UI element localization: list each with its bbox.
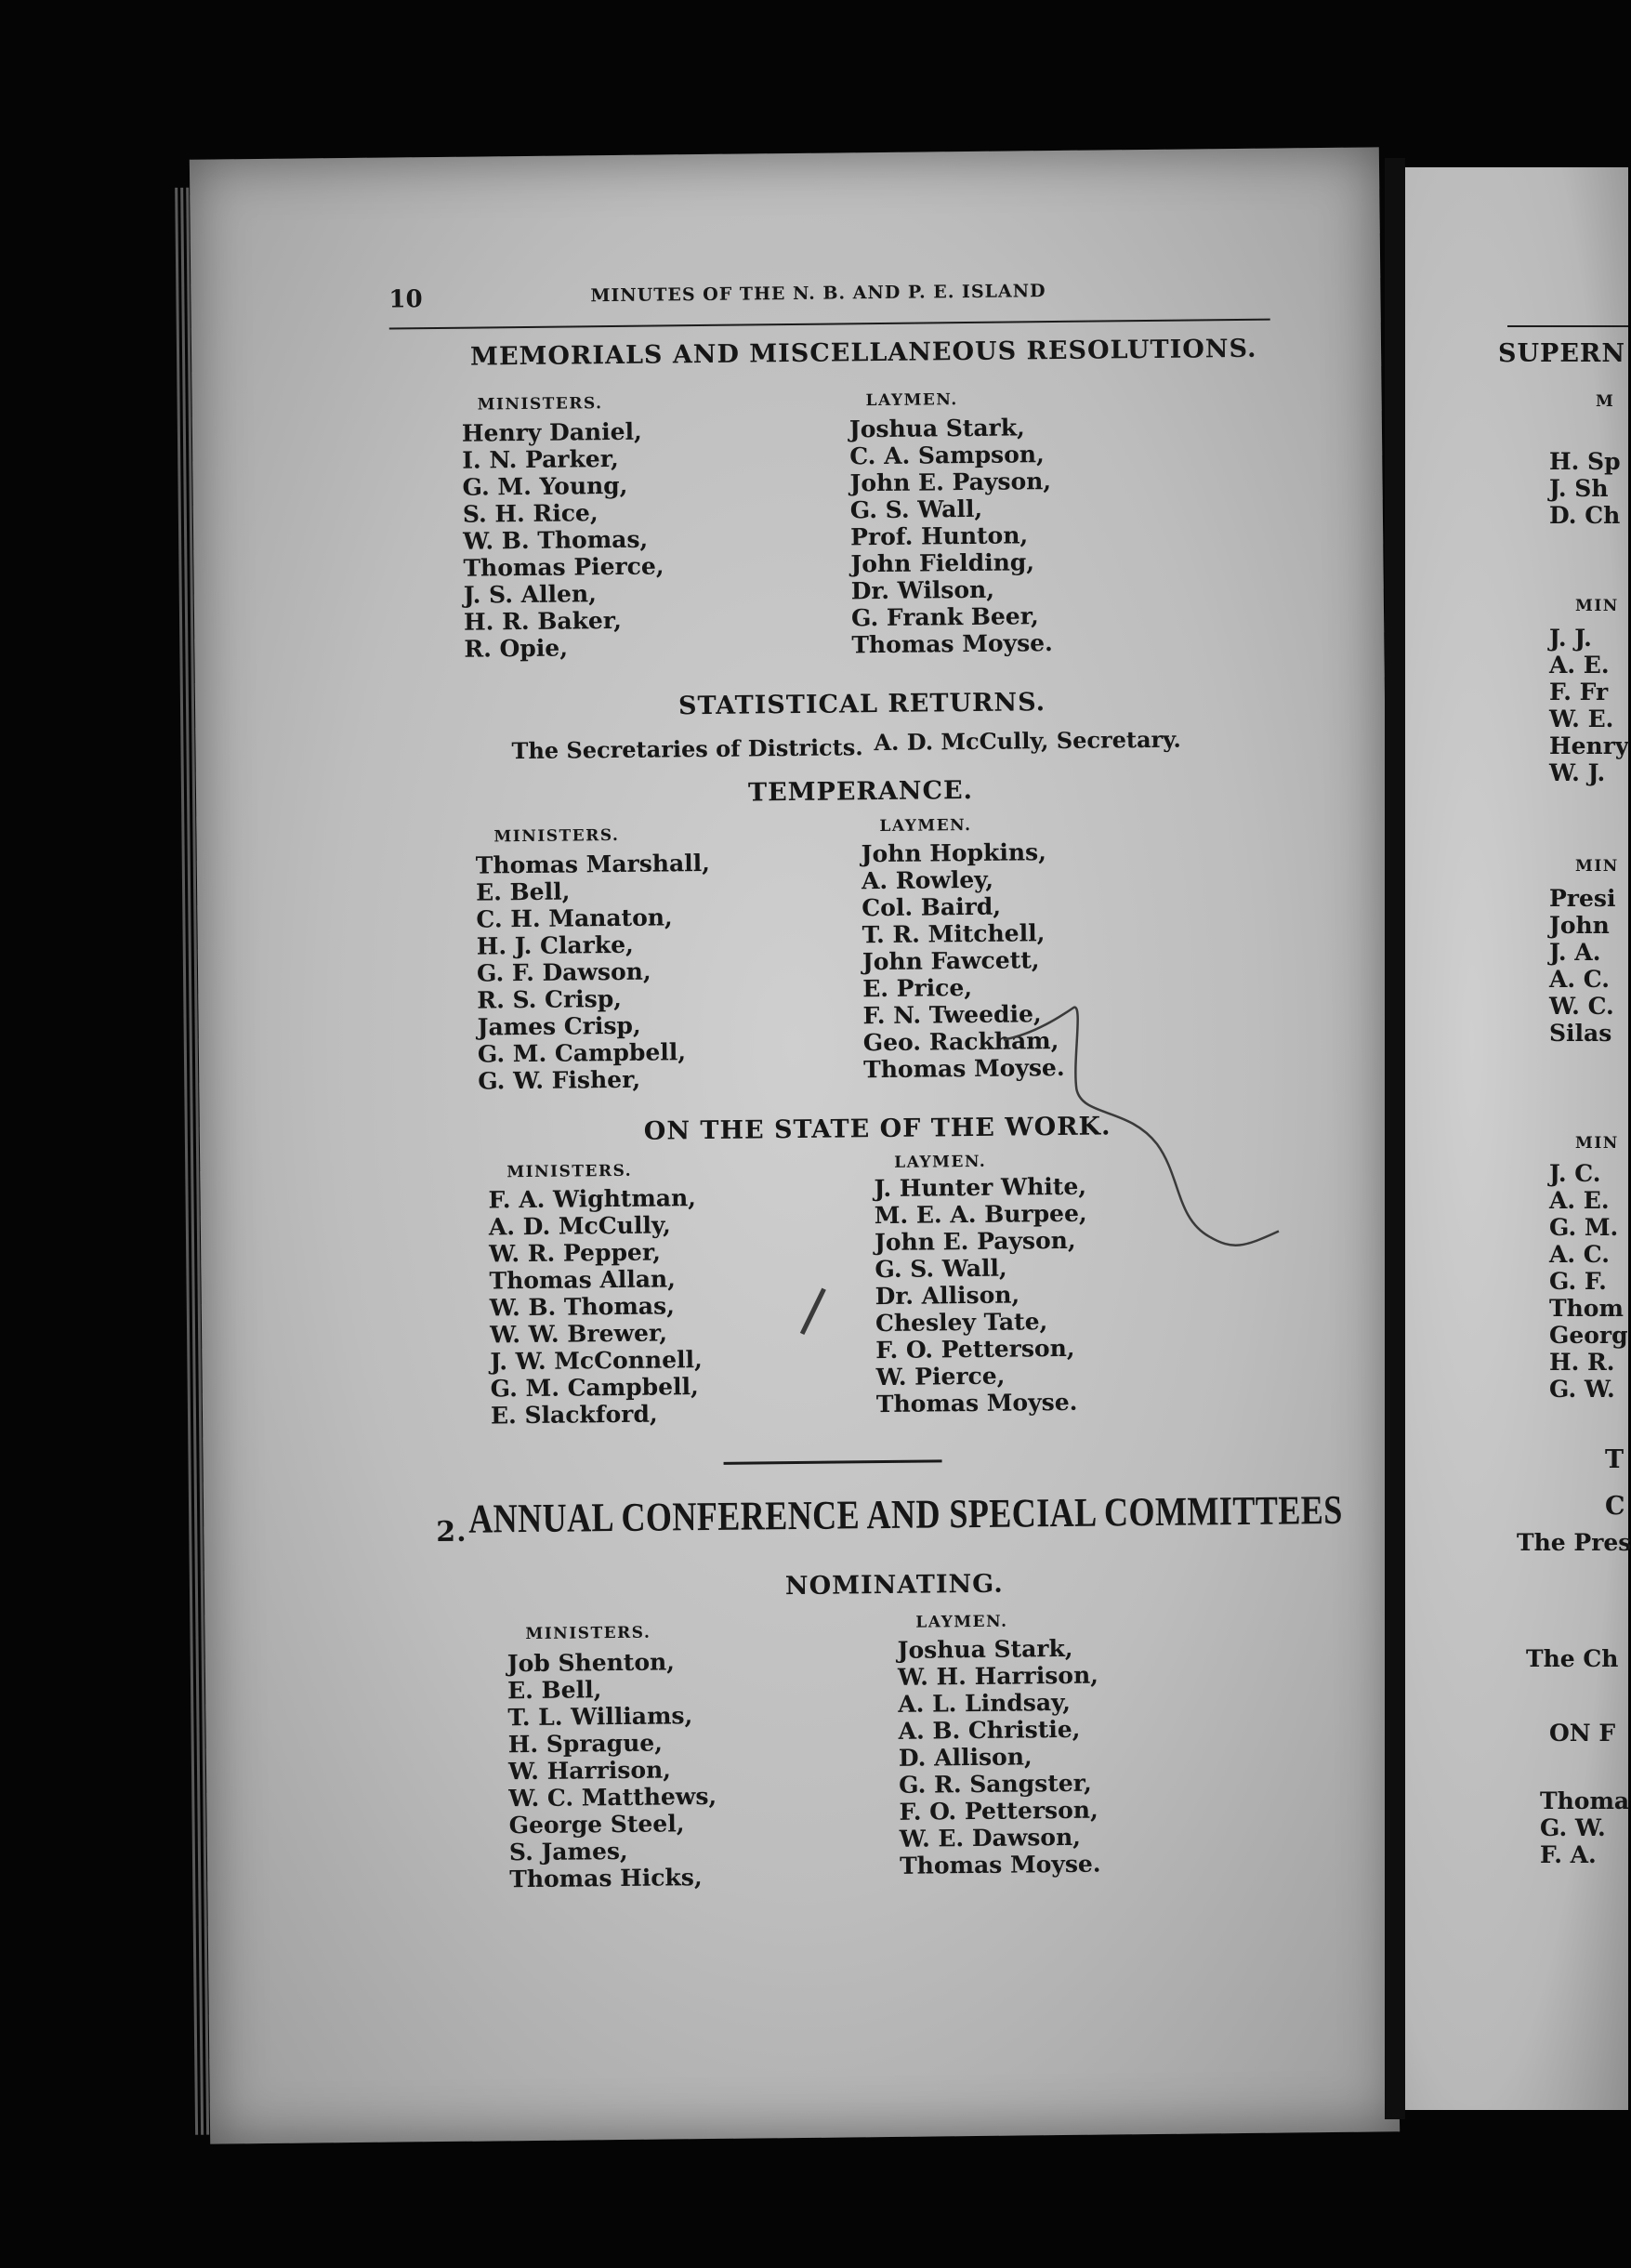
- list-item: T. L. Williams,: [507, 1702, 693, 1732]
- list-item: R. Opie,: [464, 634, 569, 663]
- list-item: D. Allison,: [898, 1743, 1033, 1772]
- section-title-annual-conference: ANNUAL CONFERENCE AND SPECIAL COMMITTEES: [467, 1486, 1343, 1542]
- list-item: James Crisp,: [477, 1011, 641, 1041]
- list-item: Silas: [1549, 1020, 1612, 1047]
- list-item: G. R. Sangster,: [899, 1769, 1092, 1799]
- list-item: Thomas Moyse.: [875, 1388, 1078, 1418]
- list-item: G. M. Campbell,: [477, 1038, 687, 1068]
- right-group-3: [1549, 885, 1615, 1047]
- list-item: T. R. Mitchell,: [862, 919, 1046, 949]
- list-item: I. N. Parker,: [462, 444, 619, 474]
- list-item: G. W.: [1549, 1376, 1615, 1403]
- temperance-ministers-list: [476, 850, 713, 1095]
- left-page: [190, 147, 1400, 2143]
- list-item: G. S. Wall,: [849, 494, 983, 524]
- list-item: A. C.: [1549, 966, 1610, 993]
- list-item: Henry: [1549, 732, 1629, 759]
- nominating-ministers-list: [507, 1648, 718, 1892]
- list-item: F. A.: [1540, 1841, 1597, 1868]
- list-item: W. C. Matthews,: [508, 1782, 717, 1813]
- list-item: Joshua Stark,: [848, 414, 1025, 443]
- list-item: J. W. McConnell,: [490, 1346, 703, 1376]
- header-rule: [389, 319, 1270, 330]
- list-item: R. S. Crisp,: [477, 984, 623, 1014]
- list-item: G. W. Fisher,: [478, 1065, 641, 1095]
- list-item: John: [1549, 912, 1610, 939]
- ministers-label: MINISTERS.: [477, 394, 603, 415]
- right-line-pres: The Pres: [1517, 1529, 1631, 1556]
- list-item: Henry Daniel,: [461, 417, 642, 447]
- list-item: C. A. Sampson,: [849, 441, 1045, 470]
- state-of-work-ministers-list: [488, 1184, 703, 1429]
- list-item: Thomas Hicks,: [509, 1864, 703, 1893]
- list-item: H. Sprague,: [507, 1729, 664, 1759]
- list-item: W. R. Pepper,: [489, 1238, 662, 1268]
- list-item: G. M. Campbell,: [490, 1373, 699, 1403]
- memorials-laymen-list: [849, 414, 1053, 658]
- list-item: John Fielding,: [850, 548, 1035, 578]
- temperance-laymen-list: [862, 838, 1065, 1083]
- list-item: G. S. Wall,: [875, 1254, 1007, 1284]
- list-item: W. Pierce,: [875, 1362, 1006, 1391]
- list-item: W. E.: [1549, 705, 1614, 732]
- list-item: A. E.: [1549, 652, 1610, 679]
- list-item: F. Fr: [1549, 679, 1609, 705]
- list-item: S. H. Rice,: [462, 499, 598, 528]
- section-title-nominating: NOMINATING.: [784, 1569, 1004, 1602]
- list-item: G. Frank Beer,: [850, 602, 1039, 632]
- list-item: E. Bell,: [506, 1676, 602, 1705]
- right-group-4: [1549, 1160, 1628, 1403]
- list-item: John Fawcett,: [862, 946, 1040, 976]
- right-label-3: MIN: [1575, 857, 1619, 876]
- list-item: J. A.: [1549, 939, 1601, 966]
- list-item: W. W. Brewer,: [489, 1319, 668, 1349]
- list-item: A. Rowley,: [861, 865, 994, 895]
- right-fragment-c: C: [1605, 1492, 1626, 1521]
- list-item: John E. Payson,: [849, 468, 1052, 497]
- list-item: C. H. Manaton,: [476, 903, 673, 933]
- list-item: F. O. Petterson,: [899, 1796, 1098, 1826]
- list-item: George Steel,: [508, 1810, 685, 1839]
- list-item: F. N. Tweedie,: [862, 1000, 1042, 1030]
- list-item: A. E.: [1549, 1187, 1610, 1214]
- list-item: A. L. Lindsay,: [898, 1688, 1072, 1718]
- list-item: Presi: [1549, 885, 1616, 912]
- list-item: H. Sp: [1549, 448, 1621, 475]
- list-item: Geo. Rackham,: [862, 1027, 1059, 1057]
- list-item: John E. Payson,: [874, 1226, 1076, 1257]
- list-item: J. S. Allen,: [463, 580, 597, 609]
- list-item: D. Ch: [1549, 502, 1621, 529]
- laymen-label: LAYMEN.: [865, 390, 958, 411]
- right-fragment-on: ON F: [1549, 1720, 1616, 1747]
- running-head: MINUTES OF THE N. B. AND P. E. ISLAND: [590, 281, 1046, 307]
- list-item: W. E. Dawson,: [899, 1823, 1082, 1853]
- right-col-fragment: M: [1596, 392, 1615, 411]
- list-item: John Hopkins,: [861, 838, 1046, 868]
- list-item: Thomas Marshall,: [475, 849, 711, 879]
- book-gutter: [1385, 158, 1405, 2119]
- list-item: G. F. Dawson,: [476, 957, 651, 987]
- list-item: J. C.: [1549, 1160, 1601, 1187]
- state-of-work-laymen-list: [874, 1173, 1089, 1418]
- right-title-fragment: SUPERN: [1498, 339, 1626, 368]
- list-item: E. Bell,: [475, 877, 571, 906]
- section-title-temperance: TEMPERANCE.: [747, 775, 974, 808]
- list-item: Thomas Moyse.: [899, 1850, 1101, 1879]
- page-edge-line: [175, 188, 198, 2135]
- statistical-right: A. D. McCully, Secretary.: [874, 725, 1181, 757]
- list-item: A. B. Christie,: [898, 1715, 1081, 1745]
- list-item: W. J.: [1549, 759, 1606, 786]
- list-item: W. B. Thomas,: [463, 525, 649, 555]
- list-item: E. Slackford,: [490, 1400, 658, 1430]
- laymen-label: LAYMEN.: [879, 815, 972, 837]
- laymen-label: LAYMEN.: [915, 1612, 1008, 1632]
- list-item: Thomas Allan,: [489, 1265, 677, 1295]
- list-item: Col. Baird,: [862, 892, 1002, 922]
- list-item: Dr. Wilson,: [850, 575, 995, 605]
- right-label-2: MIN: [1575, 597, 1619, 615]
- ministers-label: MINISTERS.: [506, 1161, 633, 1182]
- list-item: G. W.: [1540, 1814, 1606, 1841]
- list-item: S. James,: [508, 1837, 628, 1866]
- list-item: G. M.: [1549, 1214, 1619, 1241]
- statistical-left: The Secretaries of Districts.: [511, 733, 863, 765]
- list-item: H. R.: [1549, 1349, 1615, 1376]
- list-item: Job Shenton,: [506, 1648, 676, 1678]
- list-item: G. M. Young,: [462, 471, 628, 501]
- ministers-label: MINISTERS.: [525, 1623, 651, 1644]
- list-item: F. A. Wightman,: [488, 1184, 697, 1214]
- list-item: W. C.: [1549, 993, 1614, 1020]
- list-item: A. C.: [1549, 1241, 1610, 1268]
- section-divider: [724, 1459, 942, 1464]
- list-item: F. O. Petterson,: [875, 1334, 1075, 1365]
- section-title-state-of-work: ON THE STATE OF THE WORK.: [643, 1112, 1111, 1146]
- right-group-2: [1549, 625, 1628, 786]
- list-item: Thomas Moyse.: [851, 629, 1053, 659]
- list-item: Joshua Stark,: [897, 1634, 1073, 1664]
- laymen-label: LAYMEN.: [894, 1152, 987, 1172]
- list-item: W. B. Thomas,: [489, 1292, 675, 1322]
- list-item: A. D. McCully,: [488, 1211, 671, 1241]
- section-number: 2.: [436, 1515, 467, 1549]
- right-group-5: [1540, 1787, 1629, 1868]
- ministers-label: MINISTERS.: [493, 825, 620, 847]
- list-item: Thom: [1549, 1295, 1624, 1322]
- list-item: M. E. A. Burpee,: [874, 1199, 1087, 1230]
- list-item: H. R. Baker,: [463, 606, 623, 636]
- list-item: J. Hunter White,: [874, 1172, 1087, 1203]
- right-line-ch: The Ch: [1526, 1645, 1619, 1672]
- list-item: Georg: [1549, 1322, 1628, 1349]
- list-item: W. H. Harrison,: [897, 1661, 1099, 1691]
- list-item: Thoma: [1540, 1787, 1630, 1814]
- list-item: H. J. Clarke,: [476, 930, 634, 960]
- list-item: Chesley Tate,: [875, 1308, 1048, 1338]
- list-item: Dr. Allison,: [875, 1281, 1020, 1311]
- right-page-fragment: [1405, 167, 1631, 2110]
- right-header-rule: [1507, 325, 1628, 327]
- list-item: Prof. Hunton,: [849, 521, 1029, 551]
- section-title-statistical: STATISTICAL RETURNS.: [677, 688, 1046, 721]
- list-item: Thomas Pierce,: [463, 552, 664, 582]
- list-item: Thomas Moyse.: [862, 1053, 1065, 1084]
- list-item: W. Harrison,: [507, 1756, 672, 1786]
- right-group-1: [1549, 448, 1621, 529]
- right-label-4: MIN: [1575, 1134, 1619, 1153]
- page-number: 10: [388, 285, 423, 314]
- right-fragment-t: T: [1605, 1445, 1625, 1474]
- nominating-laymen-list: [898, 1635, 1101, 1879]
- list-item: J. J.: [1549, 625, 1592, 652]
- memorials-ministers-list: [462, 417, 665, 662]
- list-item: E. Price,: [862, 973, 973, 1003]
- section-title-memorials: MEMORIALS AND MISCELLANEOUS RESOLUTIONS.: [469, 334, 1257, 372]
- pencil-mark: [796, 1286, 835, 1341]
- list-item: G. F.: [1549, 1268, 1607, 1295]
- list-item: J. Sh: [1549, 475, 1609, 502]
